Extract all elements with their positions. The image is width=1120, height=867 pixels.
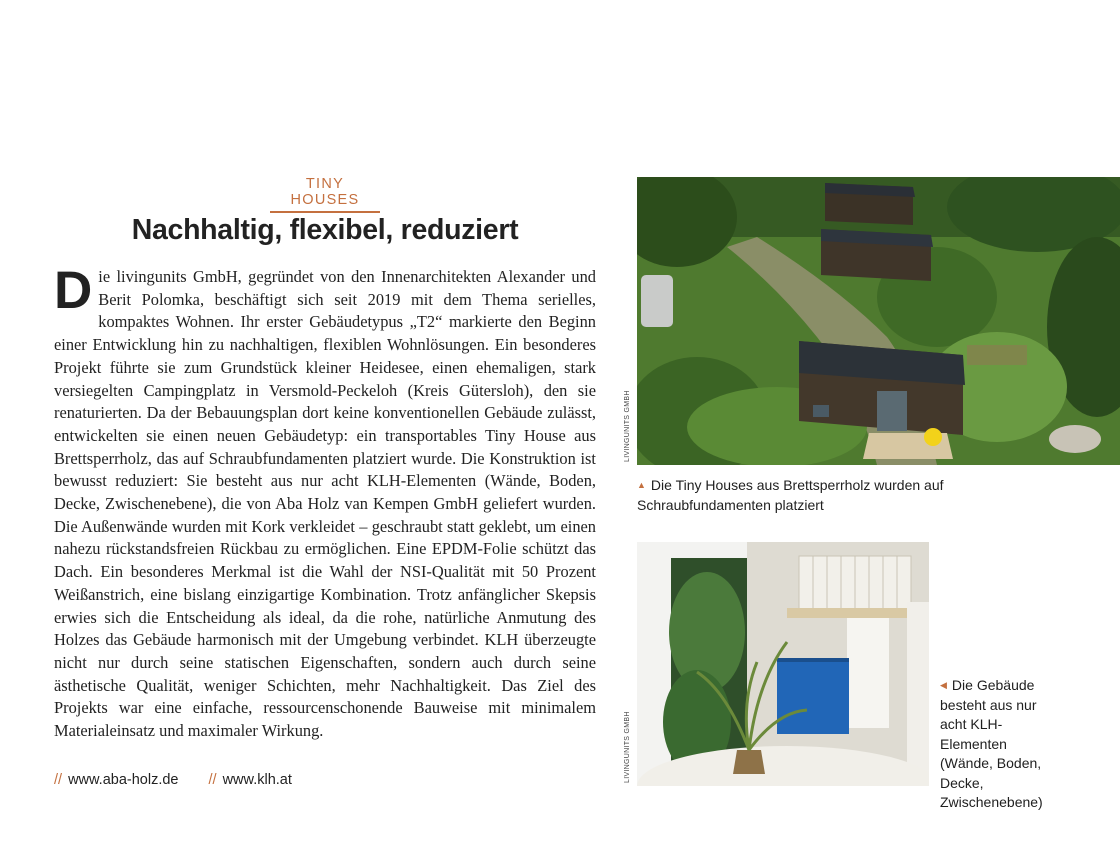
- article-links: [54, 772, 318, 788]
- link-text: www.klh.at: [222, 772, 292, 788]
- article-body: [54, 261, 596, 743]
- aerial-photo: [637, 177, 1120, 465]
- link-text: www.aba-holz.de: [68, 772, 179, 788]
- photo-credit-2: LIVINGUNITS GMBH: [624, 711, 631, 783]
- section-kicker: TINY HOUSES: [270, 176, 380, 213]
- photo-caption-2: [940, 676, 1052, 813]
- article-body-text: ie livingunits GmbH, gegründet von den Innenarchitekten Alexander und Berit Polomka, beschäftigt sich seit 2019 mit dem Thema serielles, kompaktes Wohnen. Ihr erster Gebäudetypus „T2“ markierte den Beginn einer Entwicklung hin zu nachhaltigen, flexiblen Wohnlösungen. Ein besonderes Projekt führte sie zum Grundstück kleiner Heidesee, einen ehemaligen, stark versiegelten Campingplatz in Versmold-Peckeloh (Kreis Gütersloh), den sie renaturierten. Da der Bebauungsplan dort keine konventionellen Gebäude zulässt, entwickelten sie einen neuen Gebäudetyp: ein transportables Tiny House aus Brettsperrholz, das auf Schraubfundamenten platziert wurde. Die Konstruktion ist bewusst reduziert: Sie besteht aus nur acht KLH-Elementen (Wände, Boden, Decke, Zwischenebene), die von Aba Holz van Kempen GmbH geliefert wurden. Die Außenwände wurden mit Kork verkleidet – geschraubt statt geklebt, um einen nahezu rückstandsfreien Rückbau zu ermöglichen. Eine EPDM-Folie schützt das Dach. Ein besonderes Merkmal ist die Wahl der NSI-Qualität mit 50 Prozent Weißanstrich, eine bislang einzigartige Kombination. Trotz anfänglicher Skepsis erwies sich die Entscheidung als ideal, da die rohe, natürliche Anmutung des Holzes das Gebäude harmonisch mit der Umgebung verbindet. KLH überzeugte nicht nur durch seine statischen Eigenschaften, sondern auch durch seine ästhetische Qualität, weniger Schichten, mehr Nachhaltigkeit. Das Ziel des Projekts war eine einfache, ressourcenschonende Bauweise mit minimalem Materialeinsatz und maximaler Wirkung.: [54, 267, 596, 741]
- caption-text: Die Tiny Houses aus Brettsperrholz wurden auf Schraubfundamenten platziert: [637, 477, 944, 513]
- article-headline: Nachhaltig, flexibel, reduziert: [131, 214, 519, 246]
- link-prefix: //: [54, 772, 63, 788]
- link-prefix: //: [208, 772, 217, 788]
- link-klh[interactable]: [209, 772, 292, 788]
- photo-credit-1: LIVINGUNITS GMBH: [624, 390, 631, 462]
- photo-caption-1: [637, 476, 1017, 515]
- drop-cap: D: [54, 261, 93, 320]
- caption-text: Die Gebäude besteht aus nur acht KLH-Elementen (Wände, Boden, Decke, Zwischenebene): [940, 677, 1043, 810]
- left-triangle-icon: ◀: [940, 680, 947, 690]
- interior-photo: [637, 542, 929, 786]
- up-triangle-icon: ▲: [637, 480, 646, 490]
- link-aba-holz[interactable]: [54, 772, 178, 788]
